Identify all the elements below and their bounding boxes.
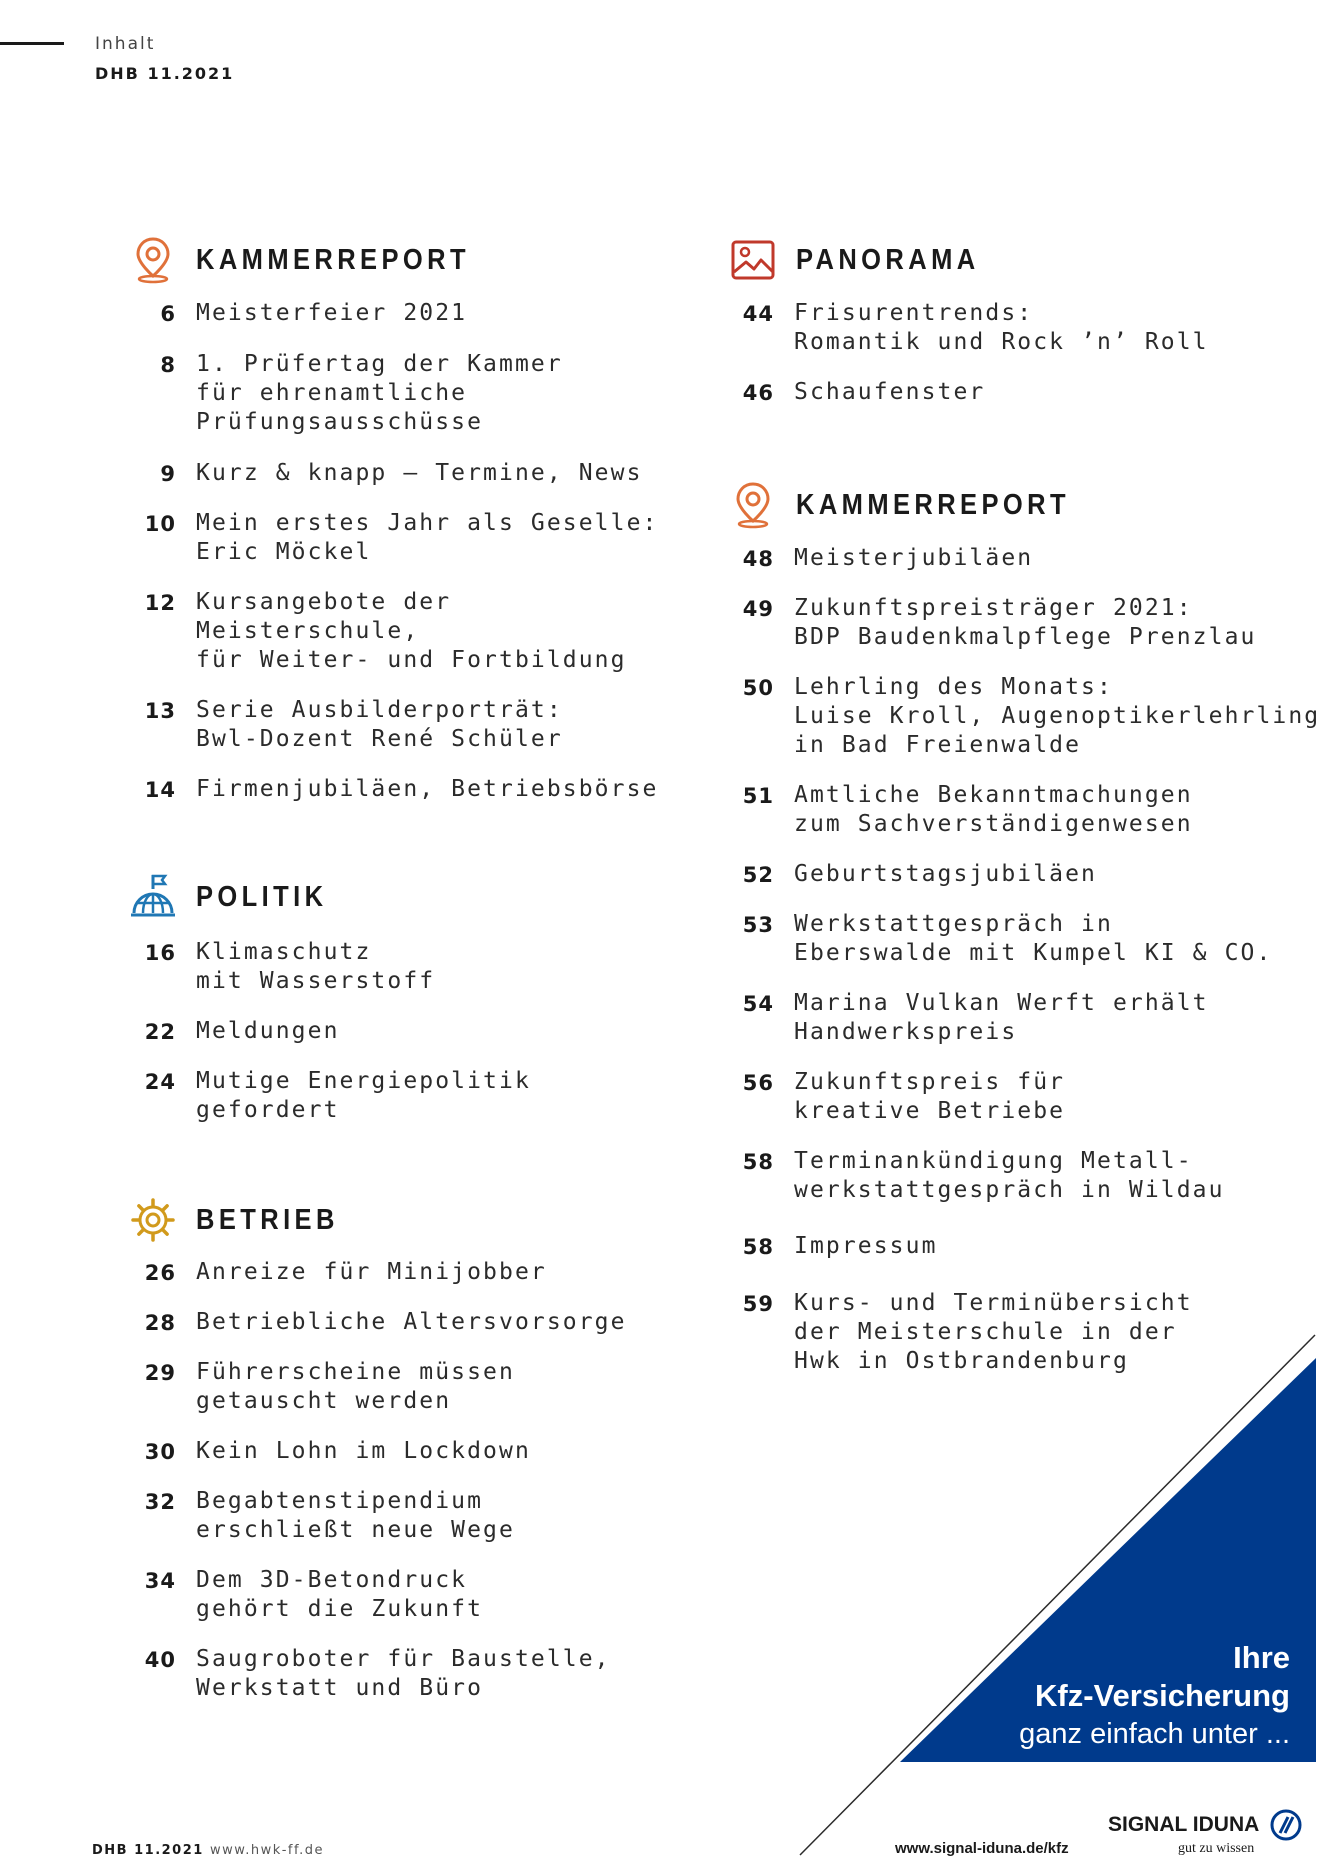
page-number: 14 xyxy=(144,778,176,802)
page-number: 6 xyxy=(160,302,176,326)
entry-title: Kurz & knapp – Termine, News xyxy=(196,460,643,486)
page-number: 58 xyxy=(742,1150,774,1174)
section-title: BETRIEB xyxy=(196,1203,339,1236)
entry-title: Meldungen xyxy=(196,1018,340,1044)
header-issue: DHB 11.2021 xyxy=(95,64,235,83)
entry-title: Lehrling des Monats: Luise Kroll, Augenoptikerlehrling in Bad Freienwalde xyxy=(794,674,1321,758)
page-number: 50 xyxy=(742,676,774,700)
entry-title: Dem 3D-Betondruck gehört die Zukunft xyxy=(196,1567,484,1622)
section-title: POLITIK xyxy=(196,880,328,913)
page-number: 53 xyxy=(742,913,774,937)
page-number: 10 xyxy=(144,512,176,536)
entry-title: Kein Lohn im Lockdown xyxy=(196,1438,531,1464)
ad-headline-3: ganz einfach unter ... xyxy=(1019,1718,1290,1750)
entry-title: Zukunftspreis für kreative Betriebe xyxy=(794,1069,1066,1124)
page-number: 13 xyxy=(144,699,176,723)
page-number: 32 xyxy=(144,1490,176,1514)
page-number: 12 xyxy=(144,591,176,615)
entry-title: Meisterfeier 2021 xyxy=(196,300,468,326)
footer-url[interactable]: www.hwk-ff.de xyxy=(210,1843,325,1858)
page-number: 8 xyxy=(160,353,176,377)
signal-iduna-logo-icon xyxy=(1270,1809,1302,1845)
page-number: 51 xyxy=(742,784,774,808)
page-number: 16 xyxy=(144,941,176,965)
entry-title: Mein erstes Jahr als Geselle: Eric Möckel xyxy=(196,510,659,565)
section-title: KAMMERREPORT xyxy=(196,243,470,276)
section-title: KAMMERREPORT xyxy=(796,488,1070,521)
header-label: Inhalt xyxy=(95,34,156,54)
page-number: 40 xyxy=(144,1648,176,1672)
footer-issue: DHB 11.2021 xyxy=(92,1843,204,1858)
page-number: 24 xyxy=(144,1070,176,1094)
entry-title: Serie Ausbilderporträt: Bwl-Dozent René Schüler xyxy=(196,697,563,752)
ad-headline-2: Kfz-Versicherung xyxy=(1035,1678,1290,1713)
entry-title: Firmenjubiläen, Betriebsbörse xyxy=(196,776,659,802)
entry-title: Klimaschutz mit Wasserstoff xyxy=(196,939,436,994)
page-number: 46 xyxy=(742,381,774,405)
entry-title: Betriebliche Altersvorsorge xyxy=(196,1309,627,1335)
entry-title: Schaufenster xyxy=(794,379,986,405)
ad-headline-1: Ihre xyxy=(1233,1640,1290,1675)
section-title: PANORAMA xyxy=(796,243,980,276)
page-number: 56 xyxy=(742,1071,774,1095)
page-number: 28 xyxy=(144,1311,176,1335)
entry-title: Amtliche Bekanntmachungen zum Sachverständigenwesen xyxy=(794,782,1193,837)
ad-url[interactable]: www.signal-iduna.de/kfz xyxy=(895,1840,1069,1857)
page-number: 34 xyxy=(144,1569,176,1593)
entry-title: Mutige Energiepolitik gefordert xyxy=(196,1068,531,1123)
page-number: 54 xyxy=(742,992,774,1016)
page-number: 58 xyxy=(742,1235,774,1259)
page-number: 44 xyxy=(742,302,774,326)
entry-title: Zukunftspreisträger 2021: BDP Baudenkmalpflege Prenzlau xyxy=(794,595,1257,650)
page-number: 26 xyxy=(144,1261,176,1285)
entry-title: Begabtenstipendium erschließt neue Wege xyxy=(196,1488,515,1543)
entry-title: Führerscheine müssen getauscht werden xyxy=(196,1359,515,1414)
entry-title: Marina Vulkan Werft erhält Handwerkspreis xyxy=(794,990,1209,1045)
entry-title: Kursangebote der Meisterschule, für Weiter- und Fortbildung xyxy=(196,589,627,673)
page-number: 22 xyxy=(144,1020,176,1044)
page-number: 52 xyxy=(742,863,774,887)
entry-title: Geburtstagsjubiläen xyxy=(794,861,1097,887)
page-number: 29 xyxy=(144,1361,176,1385)
page-number: 48 xyxy=(742,547,774,571)
page-number: 59 xyxy=(742,1292,774,1316)
entry-title: Terminankündigung Metall- werkstattgespräch in Wildau xyxy=(794,1148,1225,1203)
entry-title: Saugroboter für Baustelle, Werkstatt und Büro xyxy=(196,1646,611,1701)
entry-title: Frisurentrends: Romantik und Rock ’n’ Roll xyxy=(794,300,1209,355)
entry-title: Werkstattgespräch in Eberswalde mit Kumpel KI & CO. xyxy=(794,911,1273,966)
brand-name: SIGNAL IDUNA xyxy=(1108,1813,1260,1836)
entry-title: 1. Prüfertag der Kammer für ehrenamtliche Prüfungsausschüsse xyxy=(196,351,563,435)
entry-title: Impressum xyxy=(794,1233,938,1259)
page-number: 9 xyxy=(160,462,176,486)
entry-title: Meisterjubiläen xyxy=(794,545,1034,571)
page-number: 30 xyxy=(144,1440,176,1464)
entry-title: Anreize für Minijobber xyxy=(196,1259,547,1285)
page-number: 49 xyxy=(742,597,774,621)
brand-tagline: gut zu wissen xyxy=(1178,1841,1255,1856)
entry-title: Kurs- und Terminübersicht der Meisterschule in der Hwk in Ostbrandenburg xyxy=(794,1290,1193,1374)
